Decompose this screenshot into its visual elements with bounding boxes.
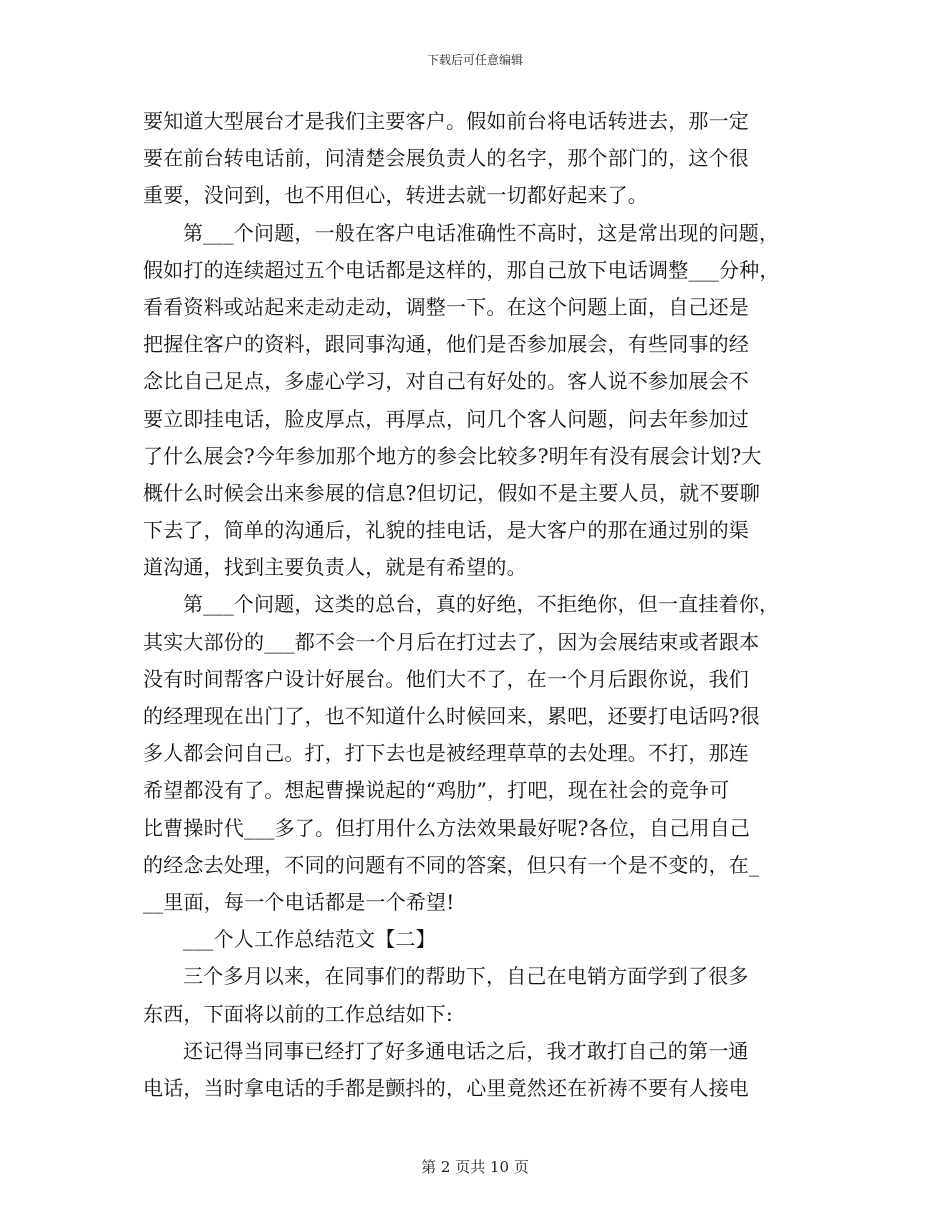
text-line: 没有时间帮客户设计好展台。他们大不了，在一个月后跟你说，我们 — [143, 666, 749, 691]
paragraph-start-line: 还记得当同事已经打了好多通电话之后，我才敢打自己的第一通 — [183, 1038, 749, 1063]
page-footer: 第 2 页共 10 页 — [421, 1158, 529, 1176]
text-line: 电话，当时拿电话的手都是颤抖的，心里竟然还在祈祷不要有人接电 — [143, 1075, 749, 1100]
paragraph-start-line: 三个多月以来，在同事们的帮助下，自己在电销方面学到了很多 — [183, 964, 749, 989]
text-line: 要知道大型展台才是我们主要客户。假如前台将电话转进去，那一定 — [143, 109, 749, 133]
text-line: __里面，每一个电话都是一个希望! — [143, 889, 455, 914]
document-body — [143, 103, 823, 1107]
text-line: 把握住客户的资料，跟同事沟通，他们是否参加展会，有些同事的经 — [143, 332, 749, 357]
text-line: 要立即挂电话，脸皮厚点，再厚点，问几个客人问题，问去年参加过 — [143, 406, 749, 431]
text-line: 希望都没有了。想起曹操说起的“鸡肋”，打吧，现在社会的竞争可 — [143, 778, 730, 803]
text-line: 比曹操时代___多了。但打用什么方法效果最好呢?各位，自己用自己 — [143, 815, 751, 840]
text-line: 的经理现在出门了，也不知道什么时候回来，累吧，还要打电话吗?很 — [143, 704, 760, 728]
text-line: 多人都会问自己。打，打下去也是被经理草草的去处理。不打，那连 — [143, 741, 749, 766]
text-line: 概什么时候会出来参展的信息?但切记，假如不是主要人员，就不要聊 — [143, 480, 760, 505]
text-line: 的经念去处理，不同的问题有不同的答案，但只有一个是不变的，在_ — [143, 852, 760, 877]
text-line: 重要，没问到，也不用但心，转进去就一切都好起来了。 — [143, 183, 648, 208]
section-heading: ___个人工作总结范文【二】 — [183, 927, 436, 952]
text-line: 下去了，简单的沟通后，礼貌的挂电话，是大客户的那在通过别的渠 — [143, 518, 749, 543]
text-line: 看看资料或站起来走动走动，调整一下。在这个问题上面，自己还是 — [143, 294, 749, 319]
page-header: 下载后可任意编辑 — [426, 53, 523, 67]
paragraph-start-line: 第___个问题，一般在客户电话准确性不高时，这是常出现的问题， — [183, 220, 780, 245]
text-line: 要在前台转电话前，问清楚会展负责人的名字，那个部门的，这个很 — [143, 146, 749, 171]
text-line: 道沟通，找到主要负责人，就是有希望的。 — [143, 555, 527, 580]
text-line: 东西，下面将以前的工作总结如下: — [143, 1001, 453, 1026]
text-line: 念比自己足点，多虚心学习，对自己有好处的。客人说不参加展会不 — [143, 369, 749, 394]
text-line: 了什么展会?今年参加那个地方的参会比较多?明年有没有展会计划?大 — [143, 443, 762, 468]
paragraph-start-line: 第___个问题，这类的总台，真的好绝，不拒绝你，但一直挂着你， — [183, 592, 780, 617]
text-line: 其实大部份的___都不会一个月后在打过去了，因为会展结束或者跟本 — [143, 629, 760, 654]
text-line: 假如打的连续超过五个电话都是这样的，那自己放下电话调整___分种， — [143, 257, 780, 282]
